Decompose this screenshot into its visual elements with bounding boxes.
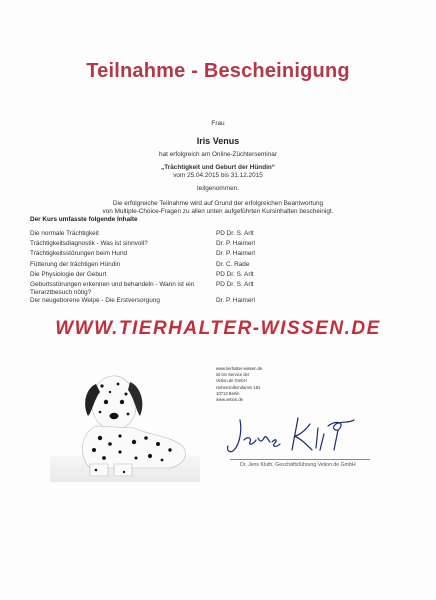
salutation: Frau xyxy=(211,120,225,127)
course-lecturer: PD Dr. S. Arlt xyxy=(216,230,254,237)
handwritten-signature xyxy=(220,410,370,460)
certificate-title: Teilnahme - Bescheinigung xyxy=(86,60,350,82)
signature-caption: Dr. Jens Kluth, Geschäftsführung Vetion.de GmbH xyxy=(240,462,356,468)
course-topic: Trächtigkeitsdiagnostik - Was ist sinnvoll? xyxy=(30,240,148,247)
statement-line-2: von Multiple-Choice-Fragen zu allen unten aufgeführten Kursinhalten bescheinigt. xyxy=(102,208,334,215)
course-topic: Trächtigkeitsstörungen beim Hund xyxy=(30,250,128,257)
participated-text: teilgenommen. xyxy=(197,185,239,192)
course-lecturer: PD Dr. S. Arlt xyxy=(216,281,254,288)
course-topic: Der neugeborene Welpe - Die Erstversorgung xyxy=(30,297,160,304)
contact-line: Hohenzollerndamm 181 xyxy=(216,384,261,390)
course-topic: Die normale Trächtigkeit xyxy=(30,230,99,237)
statement-line-1: Die erfolgreiche Teilnahme wird auf Grund der erfolgreichen Beantwortung xyxy=(112,200,324,207)
contact-line: ist ein Service der xyxy=(216,372,250,378)
website-banner: WWW.TIERHALTER-WISSEN.DE xyxy=(55,318,381,339)
attended-text: hat erfolgreich am Online-Züchterseminar xyxy=(159,151,277,158)
course-lecturer: PD Dr. S. Arlt xyxy=(216,271,254,278)
contact-line: www.vetion.de xyxy=(216,397,243,403)
seminar-title: „Trächtigkeit und Geburt der Hündin“ xyxy=(161,164,275,171)
dalmatian-dog-image xyxy=(50,372,200,482)
seminar-dates: vom 25.04.2015 bis 31.12.2015 xyxy=(173,172,263,179)
contact-line: www.tierhalter-wissen.de xyxy=(216,366,263,371)
course-topic: Fütterung der trächtigen Hündin xyxy=(30,261,121,268)
course-lecturer: Dr. C. Rade xyxy=(216,261,250,268)
course-heading: Der Kurs umfasste folgende Inhalte xyxy=(30,216,138,223)
course-lecturer: Dr. P. Haimerl xyxy=(216,240,255,247)
completion-statement xyxy=(68,200,368,216)
contact-line: 10713 Berlin xyxy=(216,390,240,396)
course-lecturer: Dr. P. Haimerl xyxy=(216,297,255,304)
contact-line: Vetion.de GmbH xyxy=(216,378,247,384)
course-topic: Geburtsstörungen erkennen und behandeln - Wann ist ein Tierarztbesuch nötig? xyxy=(30,281,195,296)
participant-name: Iris Venus xyxy=(196,136,240,146)
signature-line xyxy=(230,459,370,460)
course-topic: Die Physiologie der Geburt xyxy=(30,271,107,278)
course-lecturer: Dr. P. Haimerl xyxy=(216,250,255,257)
contact-block xyxy=(216,366,262,403)
